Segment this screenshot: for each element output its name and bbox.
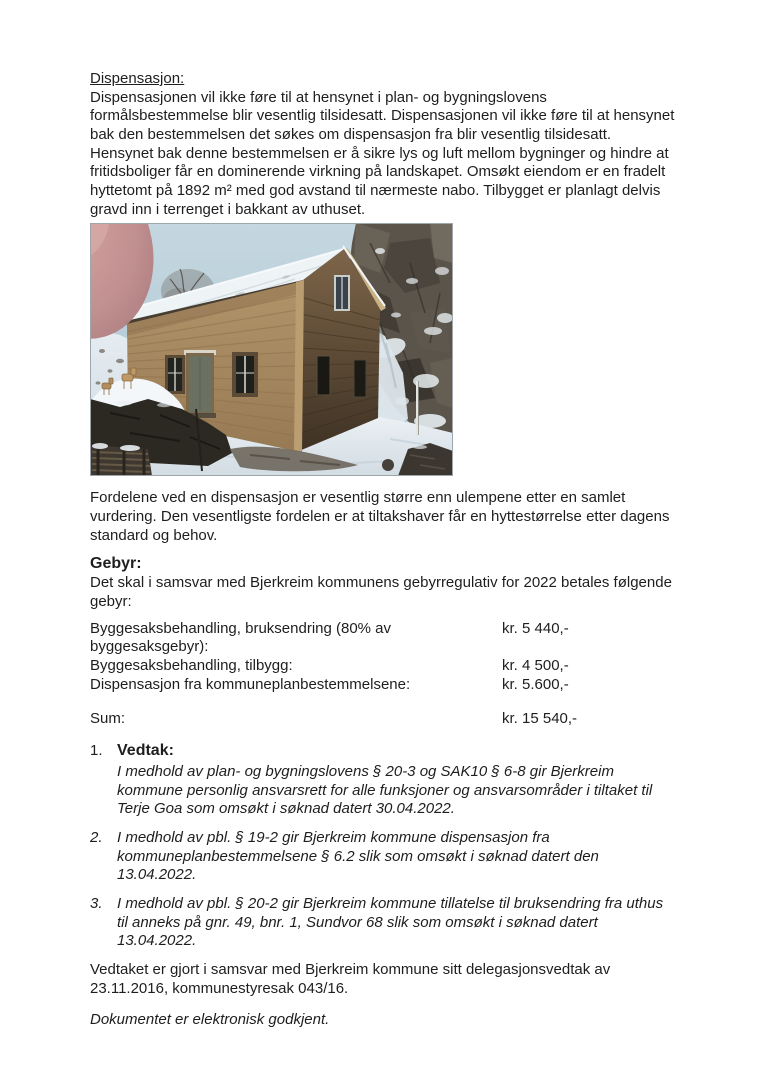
vurdering-paragraph: Fordelene ved en dispensasjon er vesentlig større enn ulempene etter en samlet vurdering. Den vesentligste fordelen er at tiltakshaver får en hyttestørrelse etter dagens standard og behov. [90, 489, 670, 544]
fee-label: Dispensasjon fra kommuneplanbestemmelsene: [90, 675, 411, 693]
fee-label: Byggesaksbehandling, bruksendring (80% av byggesaksgebyr): [90, 619, 392, 656]
vedtak-item-number: 3. [90, 894, 103, 912]
cabin-photo-illustration [90, 223, 453, 476]
vedtak-item-text: I medhold av plan- og bygningslovens § 20-3 og SAK10 § 6-8 gir Bjerkreim kommune personlig ansvarsrett for alle funksjoner og ansvarsområder i tiltaket til Terje Goa som omsøkt i søknad datert 30.04.2022. [117, 762, 653, 818]
fee-label: Byggesaksbehandling, tilbygg: [90, 656, 293, 674]
photo-cabin-door [184, 350, 216, 418]
fee-row [90, 657, 676, 676]
photo-cabin-window-front-right [232, 352, 258, 397]
footer-note: Dokumentet er elektronisk godkjent. [90, 1011, 330, 1029]
photo-pole [417, 381, 419, 435]
vedtak-item-text: I medhold av pbl. § 19-2 gir Bjerkreim kommune dispensasjon fra kommuneplanbestemmelsene § 6.2 slik som omsøkt i søknad datert den 13.04.2022. [117, 828, 599, 884]
fee-row [90, 676, 676, 695]
vedtak-item-1 [90, 742, 676, 819]
vedtak-list [90, 742, 676, 951]
vedtak-item-3 [90, 895, 676, 951]
fee-sum-label: Sum: [90, 710, 126, 728]
fee-value: kr. 4 500,- [502, 656, 569, 674]
section-heading-dispensasjon: Dispensasjon: [90, 70, 185, 87]
fee-row [90, 620, 676, 657]
fee-sum-row [90, 710, 676, 729]
fee-value: kr. 5 440,- [502, 619, 569, 637]
vedtak-item-number: 1. [90, 741, 103, 759]
vedtak-heading: Vedtak: [117, 741, 174, 759]
vedtak-closing-paragraph: Vedtaket er gjort i samsvar med Bjerkreim kommune sitt delegasjonsvedtak av 23.11.2016, kommunestyresak 043/16. [90, 960, 611, 997]
fee-sum-value: kr. 15 540,- [502, 710, 578, 728]
photo-cabin-window-front-left [165, 355, 185, 394]
vedtak-item-text: I medhold av pbl. § 20-2 gir Bjerkreim kommune tillatelse til bruksendring fra uthus til anneks på gnr. 49, bnr. 1, Sundvor 68 slik som omsøkt i søknad datert 13.04.2022. [117, 894, 664, 950]
vedtak-item-number: 2. [90, 828, 103, 846]
vedtak-item-2 [90, 829, 676, 885]
section-heading-gebyr: Gebyr: [90, 555, 142, 573]
fee-table [90, 620, 676, 729]
cabin-photo [90, 223, 453, 476]
photo-cabin-window-gable [334, 275, 350, 311]
fee-value: kr. 5.600,- [502, 675, 569, 693]
gebyr-intro: Det skal i samsvar med Bjerkreim kommunens gebyrregulativ for 2022 betales følgende gebyr: [90, 574, 672, 610]
dispensasjon-paragraph: Dispensasjonen vil ikke føre til at hensynet i plan- og bygningslovens formålsbestemmelse blir vesentlig tilsidesatt. Dispensasjonen vil ikke føre til at hensynet bak den bestemmelsen det søkes om dispensasjon fra blir vesentlig tilsidesatt. Hensynet bak denne bestemmelsen er å sikre lys og luft mellom bygninger og hindre at fritidsboliger får en dominerende virkning på landskapet. Omsøkt eiendom er en fradelt hyttetomt på 1892 m² med god avstand til nærmeste nabo. Tilbygget er planlagt delvis gravd inn i terrenget i bakkant av uthuset. [90, 88, 675, 218]
